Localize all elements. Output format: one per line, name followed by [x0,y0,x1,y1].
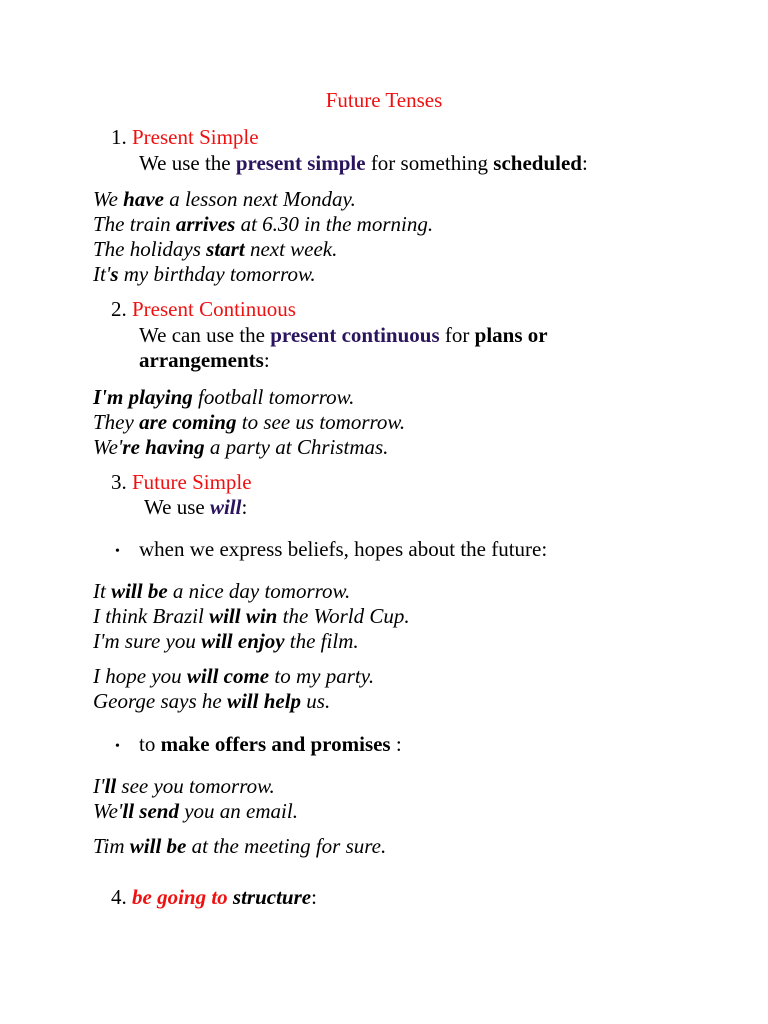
example-text: The train [93,212,176,236]
example-text: They [93,410,140,434]
example-sentence [93,387,354,408]
example-verb: ll [104,774,117,798]
section-number: 2. [111,297,127,321]
example-text: I'm sure you [93,629,202,653]
intro-text: for [439,323,475,347]
example-verb: are coming [139,410,237,434]
example-text: to my party. [269,664,375,688]
example-text: the film. [284,629,359,653]
section-heading-present-continuous [111,299,296,320]
example-text: It' [93,262,111,286]
intro-text: : [263,348,270,372]
section-title-keyword: be going to [132,885,228,909]
intro-text: We can use the [139,323,271,347]
bullet-emphasis: make offers and promises [160,732,391,756]
example-verb: will be [111,579,168,603]
example-sentence [93,631,359,652]
example-sentence [93,606,410,627]
example-text: Tim [93,834,130,858]
section-number: 1. [111,125,127,149]
page-title: Future Tenses [325,88,443,112]
section-title-colon: : [311,885,317,909]
example-text: We' [93,799,123,823]
section-intro [144,497,247,518]
intro-keyword: will [209,495,242,519]
section-heading-future-simple [111,472,252,493]
example-text: my birthday tomorrow. [118,262,316,286]
example-sentence [93,239,337,260]
example-text: a nice day tomorrow. [167,579,351,603]
intro-text: for something [365,151,494,175]
example-sentence [93,836,386,857]
intro-emphasis: plans or [474,323,548,347]
example-text: George says he [93,689,227,713]
example-text: next week. [244,237,338,261]
example-text: I' [93,774,105,798]
example-text: at 6.30 in the morning. [235,212,434,236]
intro-text: : [241,495,248,519]
example-text: We' [93,435,123,459]
example-text: It [93,579,112,603]
example-text: a party at Christmas. [204,435,389,459]
example-sentence [93,214,433,235]
section-title: Present Continuous [132,297,296,321]
example-verb: will help [226,689,302,713]
example-verb: ll send [122,799,179,823]
section-intro [139,153,588,174]
bullet-icon: • [115,544,120,559]
example-verb: will enjoy [201,629,285,653]
intro-text: : [581,151,588,175]
bullet-text: : [390,732,402,756]
bullet-text: to [139,732,161,756]
example-sentence [93,776,275,797]
example-text: the World Cup. [277,604,410,628]
intro-text: We use the [139,151,236,175]
section-intro [139,325,548,346]
example-sentence [93,437,388,458]
example-verb: will come [186,664,270,688]
section-title-text: structure [227,885,312,909]
example-sentence [93,581,350,602]
section-title: Future Simple [132,470,252,494]
example-text: to see us tomorrow. [236,410,406,434]
section-number: 3. [111,470,127,494]
section-number: 4. [111,885,127,909]
bullet-item [139,734,402,755]
example-text: I think Brazil [93,604,210,628]
example-text: football tomorrow. [192,385,355,409]
example-verb: will be [129,834,187,858]
intro-keyword: present continuous [270,323,440,347]
example-text: you an email. [178,799,298,823]
section-heading-be-going-to [111,887,317,908]
intro-emphasis: scheduled [493,151,582,175]
bullet-item: when we express beliefs, hopes about the future: [139,537,548,561]
intro-keyword: present simple [235,151,366,175]
example-sentence [93,801,298,822]
example-verb: s [110,262,119,286]
example-verb: will win [209,604,278,628]
example-sentence [93,189,356,210]
section-title: Present Simple [132,125,259,149]
section-intro-continued [139,350,270,371]
intro-emphasis: arrangements [139,348,264,372]
example-verb: re having [122,435,205,459]
example-text: a lesson next Monday. [163,187,356,211]
example-sentence [93,264,316,285]
example-text: at the meeting for sure. [186,834,387,858]
example-verb: start [206,237,245,261]
example-text: I hope you [93,664,187,688]
example-verb: arrives [175,212,236,236]
example-text: The holidays [93,237,207,261]
section-heading-present-simple [111,127,259,148]
bullet-icon: • [115,739,120,754]
example-sentence [93,666,374,687]
example-text: We [93,187,124,211]
example-verb: I'm playing [93,385,193,409]
intro-text: We use [144,495,210,519]
example-sentence [93,412,405,433]
example-text: us. [301,689,331,713]
example-verb: have [123,187,164,211]
example-text: see you tomorrow. [116,774,275,798]
example-sentence [93,691,330,712]
